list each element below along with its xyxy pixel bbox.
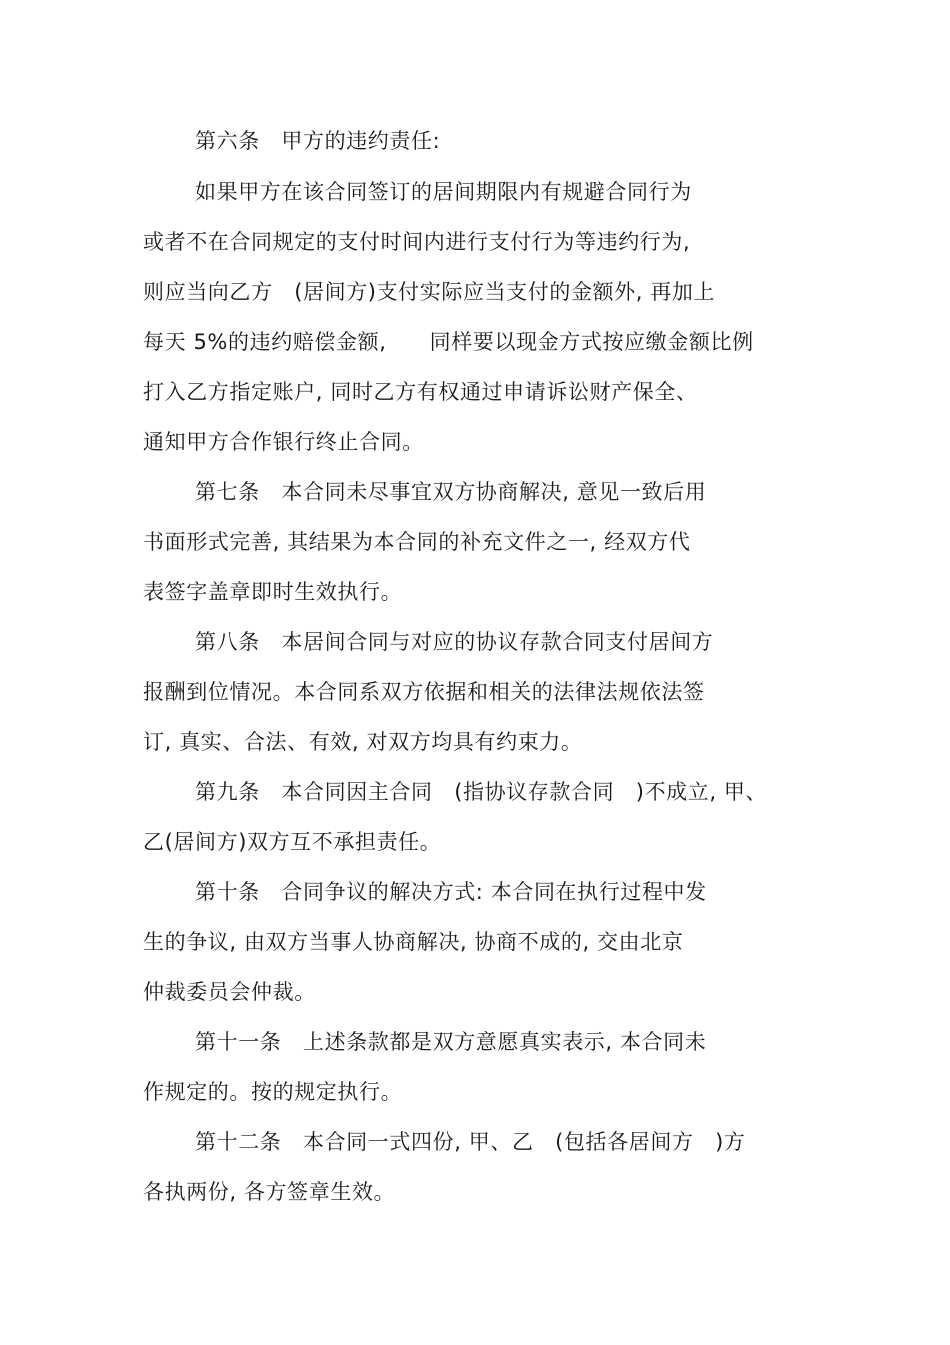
article-12-line-1: 第十二条 本合同一式四份, 甲、乙 (包括各居间方 )方: [195, 1130, 746, 1154]
article-6-line-2: 或者不在合同规定的支付时间内进行支付行为等违约行为,: [143, 230, 691, 254]
article-8-line-1: 第八条 本居间合同与对应的协议存款合同支付居间方: [195, 630, 714, 654]
article-6-heading: 第六条 甲方的违约责任:: [195, 129, 441, 153]
article-6-line-1: 如果甲方在该合同签订的居间期限内有规避合同行为: [195, 180, 692, 204]
article-6-line-6: 通知甲方合作银行终止合同。: [143, 430, 424, 454]
article-11-line-1: 第十一条 上述条款都是双方意愿真实表示, 本合同未: [195, 1030, 707, 1054]
article-10-line-1: 第十条 合同争议的解决方式: 本合同在执行过程中发: [195, 880, 707, 904]
article-7-line-1: 第七条 本合同未尽事宜双方协商解决, 意见一致后用: [195, 480, 707, 504]
article-10-line-2: 生的争议, 由双方当事人协商解决, 协商不成的, 交由北京: [143, 930, 684, 954]
article-8-line-2: 报酬到位情况。本合同系双方依据和相关的法律法规依法签: [143, 680, 705, 704]
article-8-line-3: 订, 真实、合法、有效, 对双方均具有约束力。: [143, 730, 583, 754]
article-9-line-1: 第九条 本合同因主合同 (指协议存款合同 )不成立, 甲、: [195, 780, 768, 804]
article-10-line-3: 仲裁委员会仲裁。: [143, 980, 316, 1004]
article-12-line-2: 各执两份, 各方签章生效。: [143, 1180, 396, 1204]
article-11-line-2: 作规定的。按的规定执行。: [143, 1080, 403, 1104]
article-7-line-2: 书面形式完善, 其结果为本合同的补充文件之一, 经双方代: [143, 530, 691, 554]
article-6-line-4: 每天 5%的违约赔偿金额, 同样要以现金方式按应缴金额比例: [143, 330, 754, 354]
article-9-line-2: 乙(居间方)双方互不承担责任。: [143, 830, 442, 854]
article-6-line-3: 则应当向乙方 (居间方)支付实际应当支付的金额外, 再加上: [143, 280, 716, 304]
article-7-line-3: 表签字盖章即时生效执行。: [143, 580, 403, 604]
article-6-line-5: 打入乙方指定账户, 同时乙方有权通过申请诉讼财产保全、: [143, 380, 698, 404]
